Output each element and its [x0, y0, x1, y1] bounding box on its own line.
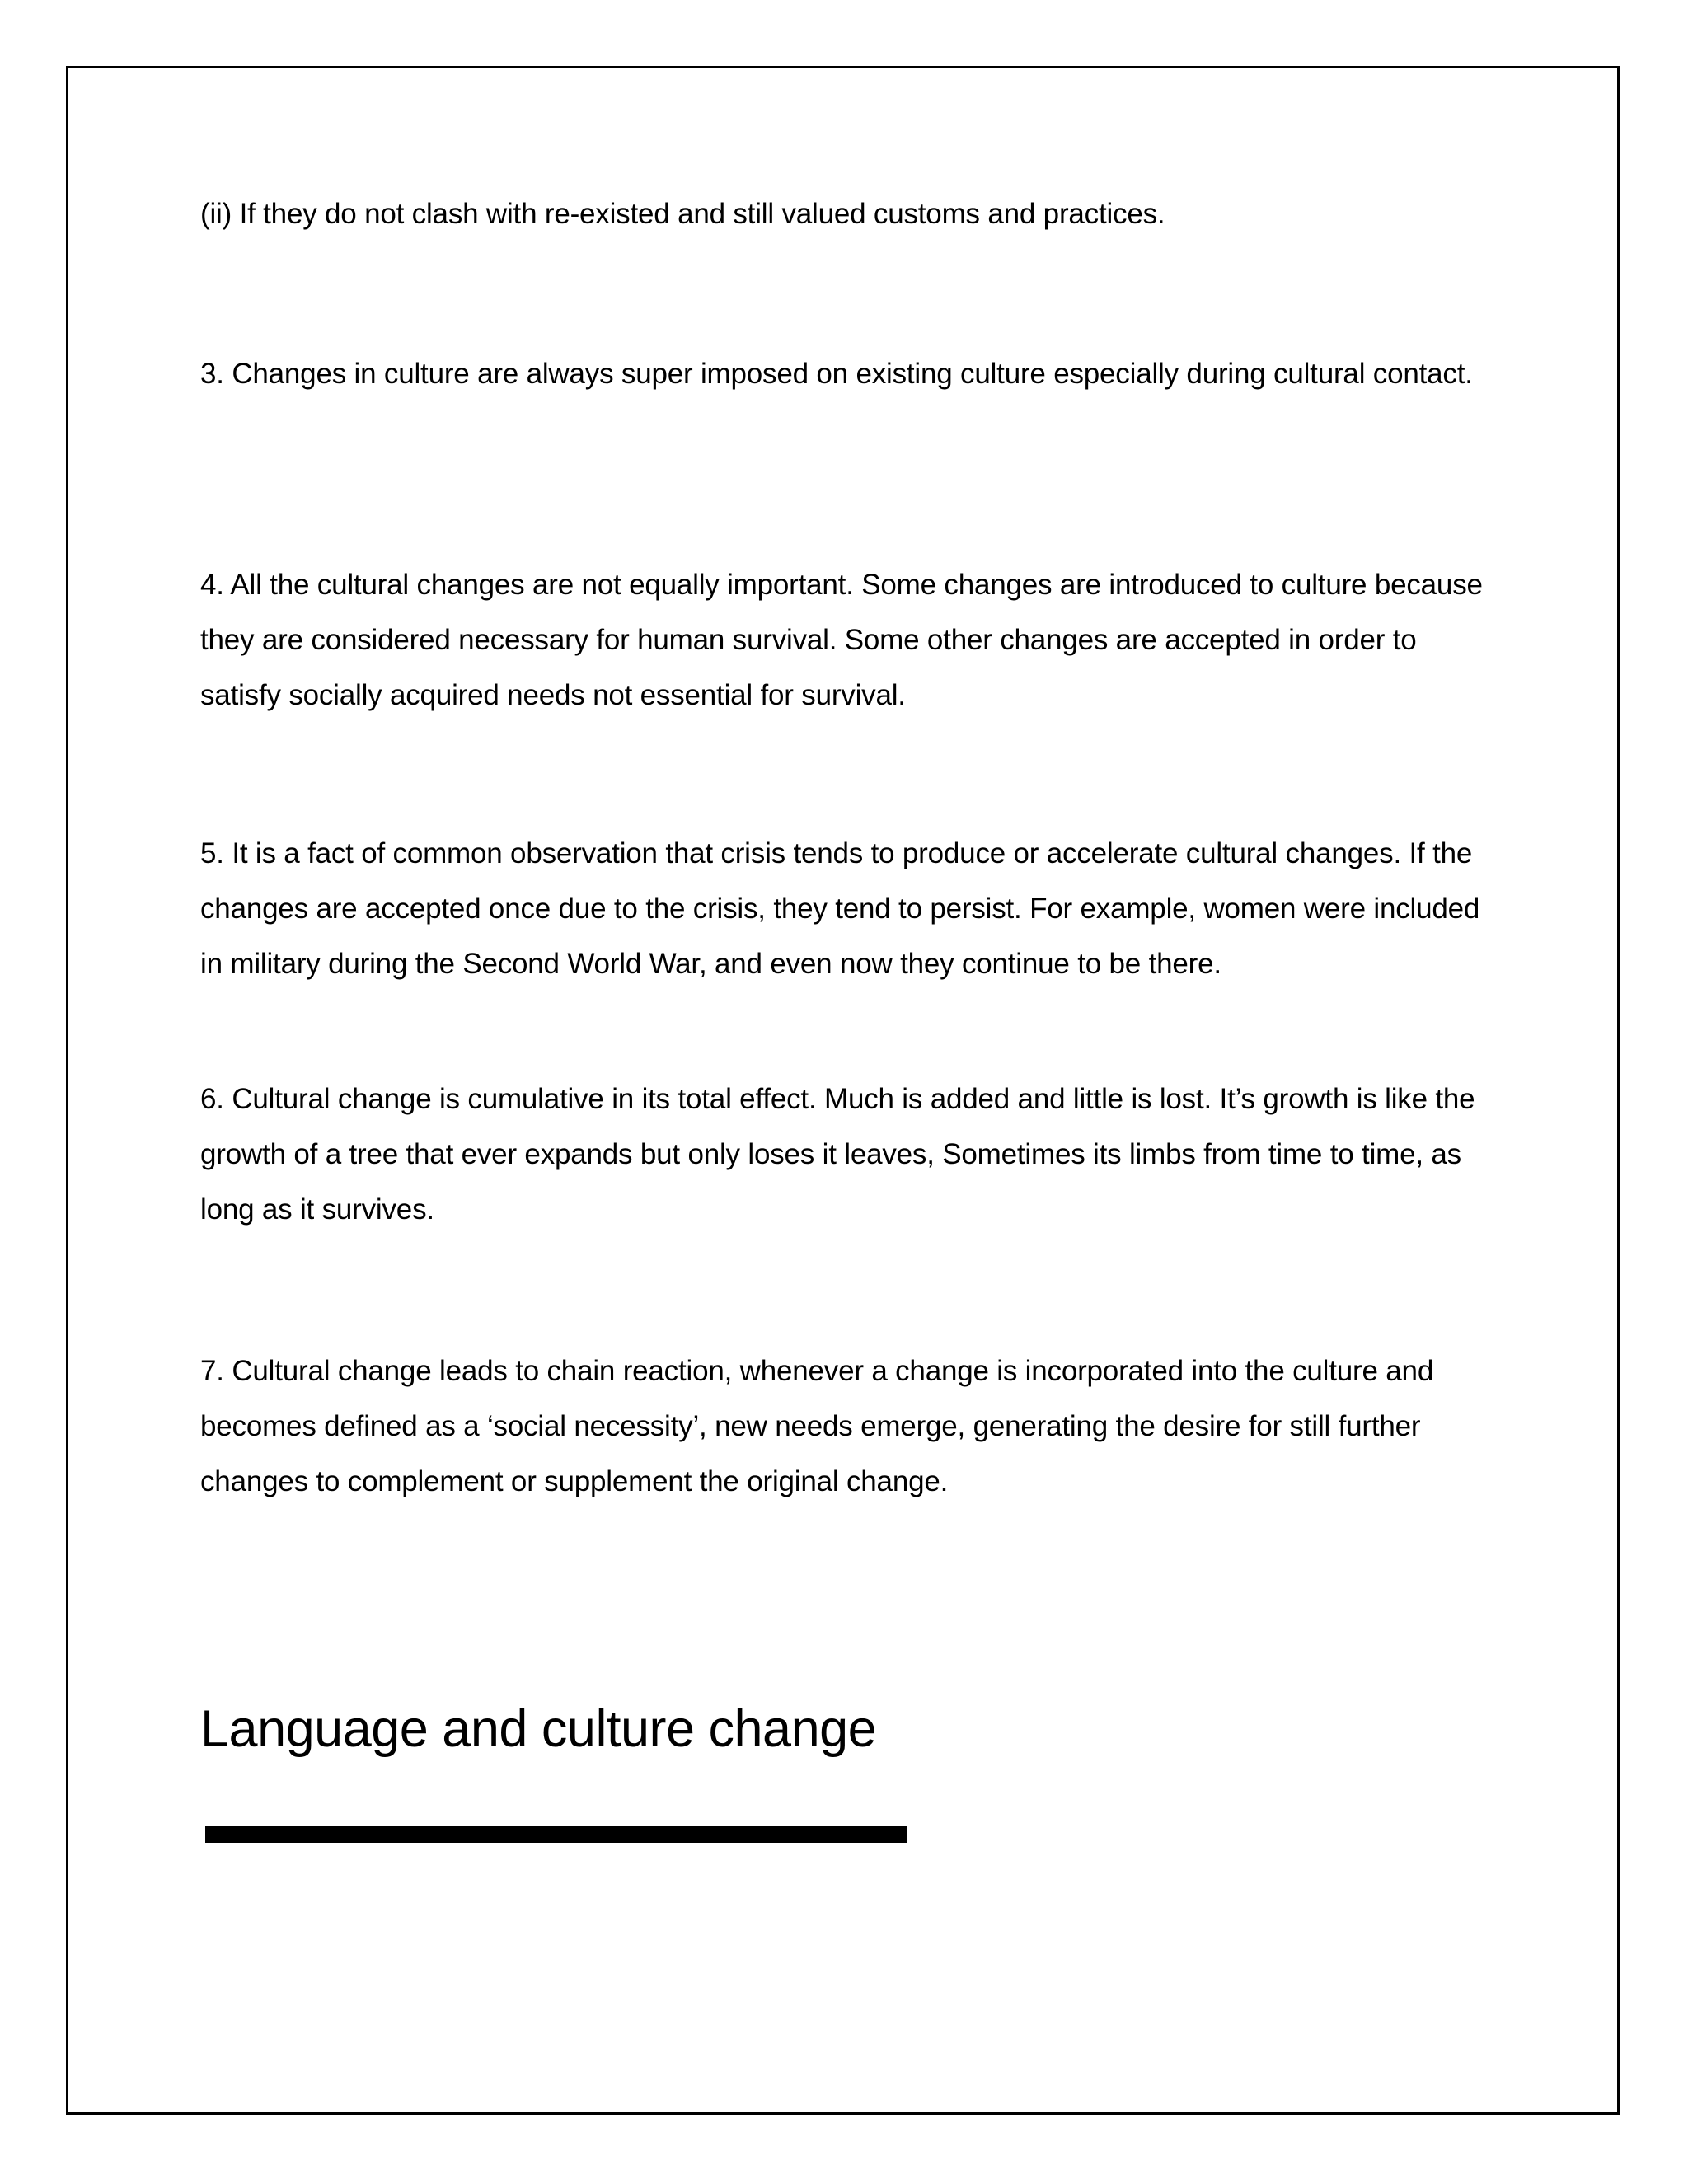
- paragraph-4: 4. All the cultural changes are not equally important. Some changes are introduced to culture because they are considered necessary for human survival. Some other changes are accepted in order to satisfy socially acquired needs not essential for survival.: [200, 569, 1483, 711]
- paragraph-6: 6. Cultural change is cumulative in its total effect. Much is added and little is lost. It’s growth is like the growth of a tree that ever expands but only loses it leaves, Sometimes its limbs from time to time, as long as it survives.: [200, 1083, 1475, 1226]
- paragraph-7: 7. Cultural change leads to chain reaction, whenever a change is incorporated into the culture and becomes defined as a ‘social necessity’, new needs emerge, generating the desire for still further changes to complement or supplement the original change.: [200, 1355, 1434, 1497]
- paragraph-3: 3. Changes in culture are always super imposed on existing culture especially during cultural contact.: [200, 358, 1473, 390]
- heading-underline-bar: [205, 1826, 907, 1843]
- section-heading: Language and culture change: [200, 1700, 877, 1758]
- paragraph-5: 5. It is a fact of common observation that crisis tends to produce or accelerate cultural changes. If the changes are accepted once due to the crisis, they tend to persist. For example, women were included in military during the Second World War, and even now they continue to be there.: [200, 837, 1480, 980]
- paragraph-ii: (ii) If they do not clash with re-existed and still valued customs and practices.: [200, 198, 1165, 230]
